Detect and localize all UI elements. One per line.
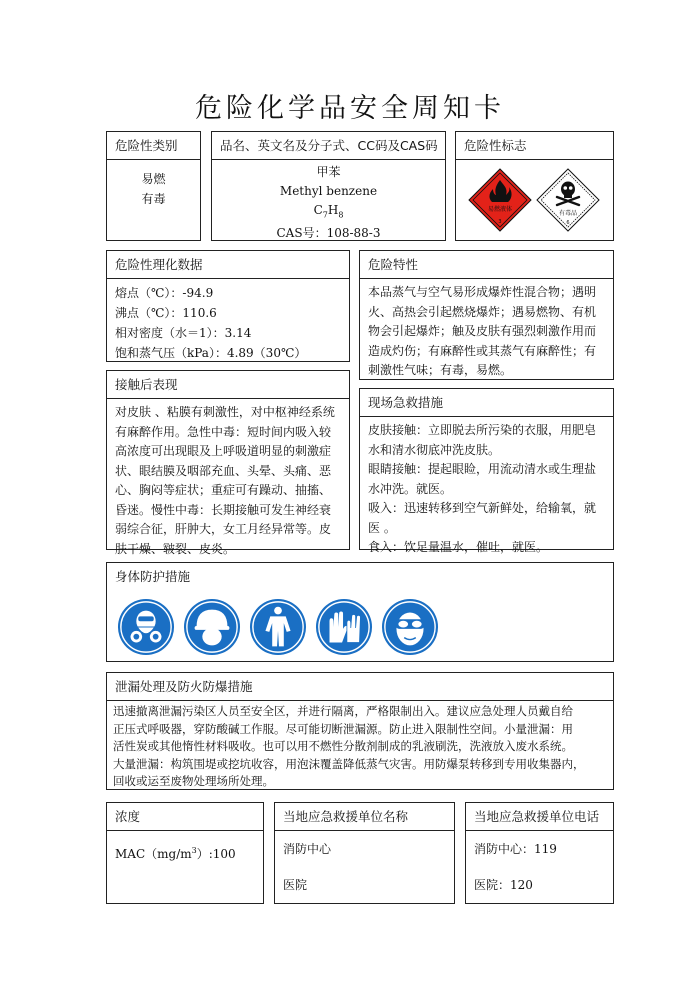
first-aid-line: 水冲洗。就医。 <box>368 481 453 496</box>
first-aid-line: 水和清水彻底冲洗皮肤。 <box>368 442 501 457</box>
mac-value: $MAC(mg/m^3):100$ <box>115 846 236 861</box>
product-cas: CAS号：108-88-3 <box>276 226 381 241</box>
first-aid-header: 现场急救措施 <box>360 389 613 417</box>
hazard-class-line: 有毒 <box>141 191 166 206</box>
physchem-line: 饱和蒸气压（kPa）：4.89（30℃） <box>115 346 307 360</box>
hazard-props-line: 火、高热会引起燃烧爆炸；遇易燃物、有机 <box>368 304 597 319</box>
protection-box <box>106 562 614 662</box>
hazard-props-line: 造成灼伤；有麻醉性或其蒸气有麻醉性；有 <box>368 343 597 358</box>
goggles-icon <box>381 598 439 656</box>
hazard-class-box <box>106 131 201 241</box>
hazard-props-box <box>359 250 614 380</box>
product-name-cn: 甲苯 <box>316 165 341 179</box>
toxic-sign-icon <box>536 168 600 232</box>
exposure-line: 有麻醉作用。急性中毒：短时间内吸入较 <box>115 424 332 439</box>
protection-header: 身体防护措施 <box>115 569 191 584</box>
leak-box <box>106 672 614 790</box>
rescue-phone-box <box>465 802 614 904</box>
rescue-phone-header: 当地应急救援单位电话 <box>466 803 613 831</box>
leak-header: 泄漏处理及防火防爆措施 <box>107 673 613 701</box>
hazard-class-line: 易燃 <box>141 172 166 186</box>
leak-line: 活性炭或其他惰性材料吸收。也可以用不燃性分散剂制成的乳液刷洗，洗液放入废水系统。 <box>113 739 573 753</box>
first-aid-line: 食入：饮足量温水，催吐，就医。 <box>368 540 549 554</box>
svg-text:有毒品: 有毒品 <box>558 210 578 217</box>
product-formula: $C_7H_8$ <box>313 203 344 220</box>
hazard-props-header: 危险特性 <box>360 251 613 279</box>
leak-line: 大量泄漏：构筑围堤或挖坑收容，用泡沫覆盖降低蒸气灾害。用防爆泵转移到专用收集器内， <box>113 756 585 771</box>
leak-line: 正压式呼吸器，穿防酸碱工作服。尽可能切断泄漏源。防止进入限制性空间。小量泄漏：用 <box>113 721 573 736</box>
physchem-line: 熔点（℃）：-94.9 <box>115 286 214 300</box>
leak-line: 回收或运至废物处理场所处理。 <box>113 774 274 788</box>
flammable-liquid-sign-icon <box>468 168 532 232</box>
respirator-icon <box>117 598 175 656</box>
first-aid-line: 吸入：迅速转移到空气新鲜处，给输氧，就 <box>368 501 597 515</box>
rescue-unit-header: 当地应急救援单位名称 <box>275 803 454 831</box>
physchem-line: 沸点（℃）：110.6 <box>115 306 217 320</box>
svg-text:易燃液体: 易燃液体 <box>487 206 513 213</box>
exposure-line: 高浓度可出现眼及上呼吸道明显的刺激症 <box>115 444 332 458</box>
exposure-line: 心、胸闷等症状；重症可有躁动、抽搐、 <box>115 483 332 497</box>
first-aid-line: 皮肤接触：立即脱去所污染的衣服，用肥皂 <box>368 423 597 437</box>
gloves-icon <box>315 598 373 656</box>
hazard-class-header: 危险性类别 <box>107 132 200 160</box>
rescue-unit-line: 消防中心 <box>283 842 332 856</box>
physchem-line: 相对密度（水＝1）：3.14 <box>115 326 252 340</box>
rescue-unit-line: 医院 <box>283 878 308 892</box>
rescue-unit-box <box>274 802 455 904</box>
rescue-phone-line: 医院：120 <box>474 878 533 892</box>
svg-text:3: 3 <box>498 219 502 225</box>
product-header: 品名、英文名及分子式、CC码及CAS码 <box>212 132 445 160</box>
concentration-box <box>106 802 264 904</box>
hazard-sign-box <box>455 131 614 241</box>
leak-line: 迅速撤离泄漏污染区人员至安全区，并进行隔离，严格限制出入。建议应急处理人员戴自给 <box>113 704 573 718</box>
helmet-icon <box>183 598 241 656</box>
exposure-line: 弱综合征，肝肿大，女工月经异常等。皮 <box>115 522 332 536</box>
exposure-line: 肤干燥、皲裂、皮炎。 <box>115 541 236 556</box>
hazard-sign-header: 危险性标志 <box>456 132 613 160</box>
page-title: 危险化学品安全周知卡 <box>195 93 505 124</box>
product-name-en: Methyl benzene <box>279 184 378 198</box>
exposure-header: 接触后表现 <box>107 371 349 399</box>
physchem-box <box>106 250 350 362</box>
exposure-line: 对皮肤 、粘膜有刺激性，对中枢神经系统 <box>115 405 335 419</box>
exposure-line: 状、眼结膜及咽部充血、头晕、头痛、恶 <box>115 463 332 478</box>
exposure-line: 昏迷。慢性中毒：长期接触可发生神经衰 <box>115 502 332 517</box>
first-aid-box <box>359 388 614 554</box>
product-box <box>211 131 446 241</box>
rescue-phone-line: 消防中心：119 <box>474 842 557 856</box>
hazard-props-line: 本品蒸气与空气易形成爆炸性混合物；遇明 <box>368 285 597 299</box>
physchem-header: 危险性理化数据 <box>107 251 349 279</box>
svg-text:6: 6 <box>566 220 570 226</box>
exposure-box <box>106 370 350 556</box>
hazard-props-line: 物会引起爆炸；触及皮肤有强烈刺激作用而 <box>368 324 597 338</box>
concentration-header: 浓度 <box>107 803 263 831</box>
protective-suit-icon <box>249 598 307 656</box>
first-aid-line: 眼睛接触：提起眼睑，用流动清水或生理盐 <box>368 462 597 476</box>
hazard-props-line: 刺激性气味；有毒，易燃。 <box>368 363 513 377</box>
first-aid-line: 医 。 <box>368 520 396 535</box>
